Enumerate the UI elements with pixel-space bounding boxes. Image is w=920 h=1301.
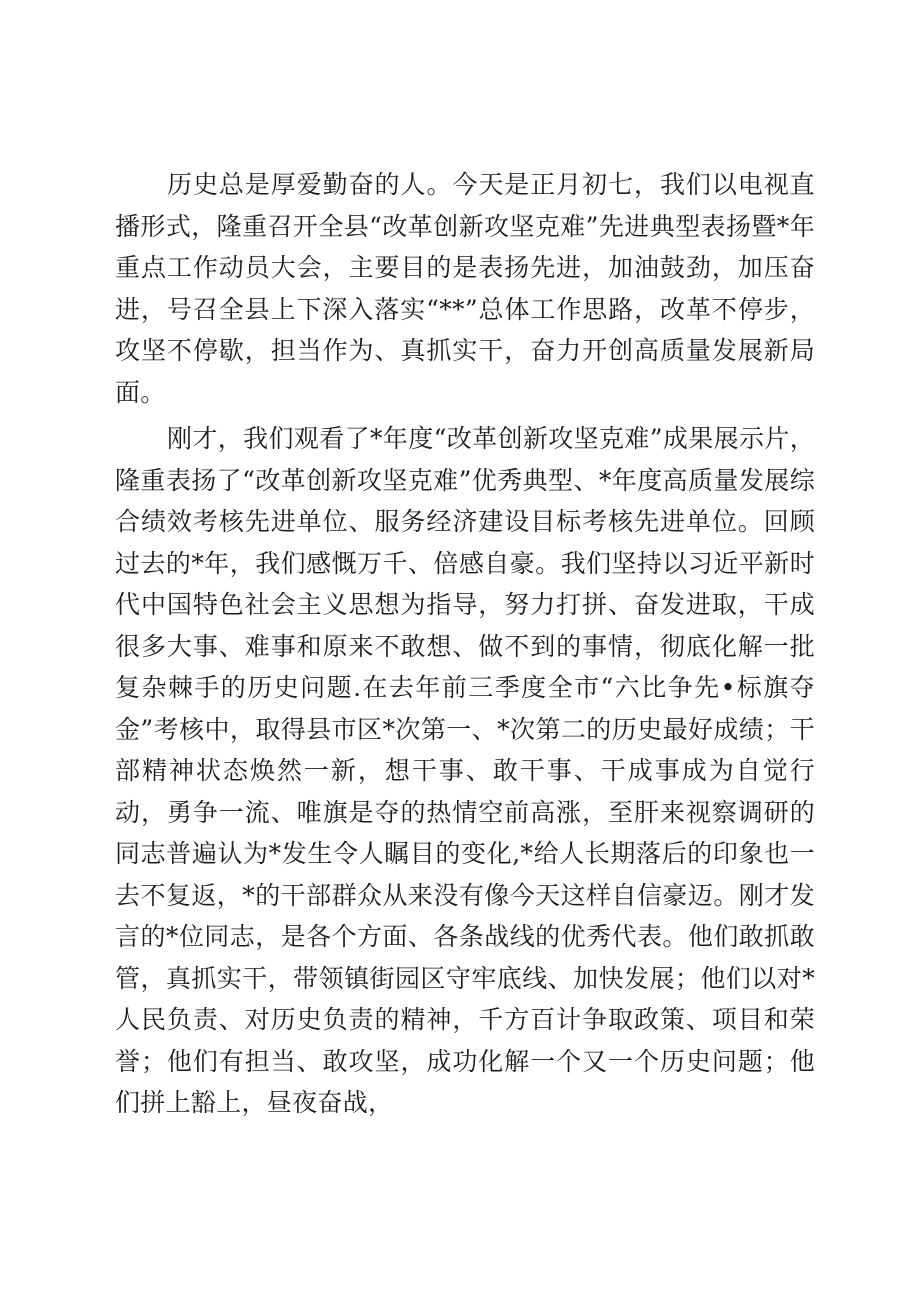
paragraph-1: 历史总是厚爱勤奋的人。今天是正月初七，我们以电视直播形式，隆重召开全县“改革创新攻坚克难”先进典型表扬暨*年重点工作动员大会，主要目的是表扬先进，加油鼓劲，加压奋进，号召全县上下深入落实“**”总体工作思路，改革不停步，攻坚不停歇，担当作为、真抓实干，奋力开创高质量发展新局面。 [115, 170, 815, 407]
paragraph-2: 刚才，我们观看了*年度“改革创新攻坚克难”成果展示片，隆重表扬了“改革创新攻坚克难”优秀典型、*年度高质量发展综合绩效考核先进单位、服务经济建设目标考核先进单位。回顾过去的*年，我们感慨万千、倍感自豪。我们坚持以习近平新时代中国特色社会主义思想为指导，努力打拼、奋发进取，干成很多大事、难事和原来不敢想、做不到的事情，彻底化解一批复杂棘手的历史问题.在去年前三季度全市“六比争先•标旗夺金”考核中，取得县市区*次第一、*次第二的历史最好成绩；干部精神状态焕然一新，想干事、敢干事、干成事成为自觉行动，勇争一流、唯旗是夺的热情空前高涨，至肝来视察调研的同志普遍认为*发生令人瞩目的变化,*给人长期落后的印象也一去不复返，*的干部群众从来没有像今天这样自信豪迈。刚才发言的*位同志，是各个方面、各条战线的优秀代表。他们敢抓敢管，真抓实干，带领镇街园区守牢底线、加快发展；他们以对*人民负责、对历史负责的精神，千方百计争取政策、项目和荣誉；他们有担当、敢攻坚，成功化解一个又一个历史问题；他们拼上豁上，昼夜奋战， [115, 424, 815, 1117]
